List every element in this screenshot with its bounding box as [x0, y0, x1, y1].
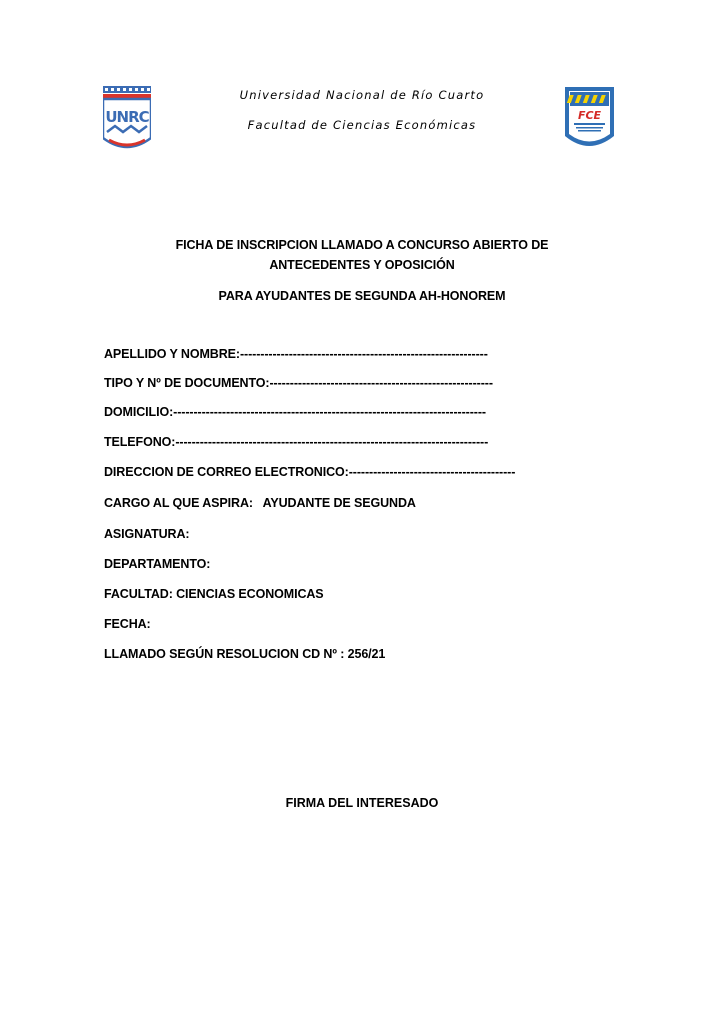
field-domicilio[interactable]: DOMICILIO:----------------------------------------------------------------------------- [104, 405, 486, 419]
svg-text:FCE: FCE [577, 109, 602, 122]
form-title-line-1: FICHA DE INSCRIPCION LLAMADO A CONCURSO ABIERTO DE [175, 238, 549, 252]
field-llamado-resolucion: LLAMADO SEGÚN RESOLUCION CD Nº : 256/21 [104, 647, 386, 661]
form-subtitle: PARA AYUDANTES DE SEGUNDA AH-HONOREM [218, 289, 506, 303]
signature-label: FIRMA DEL INTERESADO [285, 796, 439, 810]
field-fecha[interactable]: FECHA: [104, 617, 151, 631]
svg-text:UNRC: UNRC [105, 108, 149, 126]
university-name: Universidad Nacional de Río Cuarto [239, 88, 485, 102]
faculty-name: Facultad de Ciencias Económicas [247, 118, 477, 132]
field-telefono[interactable]: TELEFONO:----------------------------------------------------------------------------- [104, 435, 489, 449]
fce-logo [564, 86, 615, 154]
field-departamento[interactable]: DEPARTAMENTO: [104, 557, 211, 571]
field-correo-electronico[interactable]: DIRECCION DE CORREO ELECTRONICO:----------------------------------------- [104, 465, 516, 479]
field-apellido-nombre[interactable]: APELLIDO Y NOMBRE:------------------------------------------------------------- [104, 347, 488, 361]
form-title-line-2: ANTECEDENTES Y OPOSICIÓN [269, 258, 455, 272]
field-tipo-documento[interactable]: TIPO Y Nº DE DOCUMENTO:------------------------------------------------------- [104, 376, 493, 390]
field-cargo: CARGO AL QUE ASPIRA: AYUDANTE DE SEGUNDA [104, 496, 416, 510]
field-asignatura[interactable]: ASIGNATURA: [104, 527, 190, 541]
field-facultad: FACULTAD: CIENCIAS ECONOMICAS [104, 587, 324, 601]
